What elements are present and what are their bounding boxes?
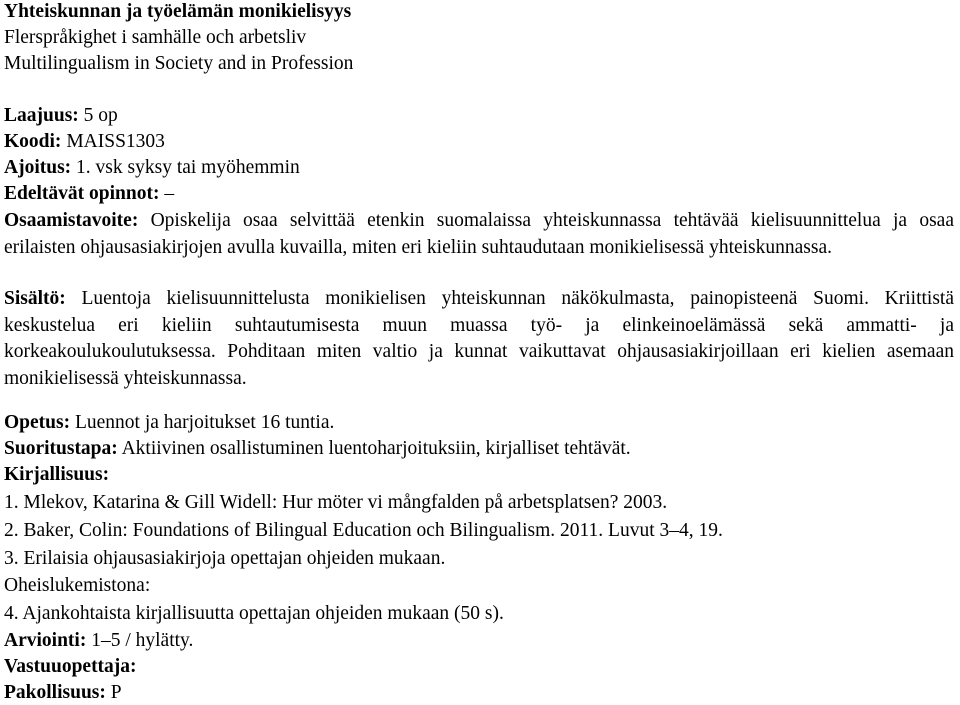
arviointi-row (4, 629, 193, 653)
laajuus-row (4, 104, 118, 128)
opetus-row (4, 411, 334, 435)
osaamistavoite-text: Opiskelija osaa selvittää etenkin suomalaissa yhteiskunnassa tehtävää kielisuunnittelua ja osaa erilaisten ohjausasiakirjojen avulla kuvailla, miten eri kieliin suhtaudutaan monikielisessä yhteiskunnassa. (4, 210, 954, 258)
literature-item-1: 1. Mlekov, Katarina & Gill Widell: Hur möter vi mångfalden på arbetsplatsen? 2003. (4, 492, 668, 513)
arviointi-value: 1–5 / hylätty. (86, 630, 194, 651)
literature-item-3: 3. Erilaisia ohjausasiakirjoja opettajan ohjeiden mukaan. (4, 548, 446, 569)
osaamistavoite-paragraph (4, 208, 954, 261)
osaamistavoite-label: Osaamistavoite: (4, 210, 139, 231)
oheislukemisto-item: 4. Ajankohtaista kirjallisuutta opettajan ohjeiden mukaan (50 s). (4, 603, 504, 624)
ajoitus-value: 1. vsk syksy tai myöhemmin (71, 157, 300, 178)
course-title: Yhteiskunnan ja työelämän monikielisyys (4, 1, 352, 22)
course-title-english: Multilingualism in Society and in Profession (4, 53, 354, 74)
literature-item-2: 2. Baker, Colin: Foundations of Bilingual Education och Bilingualism. 2011. Luvut 3–4, 19. (4, 520, 723, 541)
edeltavat-label: Edeltävät opinnot: (4, 183, 160, 204)
sisalto-text: Luentoja kielisuunnittelusta monikielisen yhteiskunnan näkökulmasta, painopisteenä Suomi. Kriittistä keskustelua eri kieliin suhtautumisesta muun muassa työ- ja elinkeinoelämässä sekä ammatti- ja korkeakoulukoulutuksessa. Pohditaan miten valtio ja kunnat vaikuttavat ohjausasiakirjoillaan eri kielien asemaan monikielisessä yhteiskunnassa. (4, 288, 954, 389)
koodi-label: Koodi: (4, 131, 62, 152)
edeltavat-value: – (159, 183, 175, 204)
koodi-value: MAISS1303 (61, 131, 165, 152)
pakollisuus-value: P (105, 682, 122, 703)
pakollisuus-row (4, 681, 122, 705)
sisalto-paragraph (4, 286, 954, 392)
sisalto-label: Sisältö: (4, 288, 66, 309)
pakollisuus-label: Pakollisuus: (4, 682, 106, 703)
suoritustapa-row (4, 437, 631, 461)
oheislukemisto-label: Oheislukemistona: (4, 575, 151, 596)
suoritustapa-label: Suoritustapa: (4, 438, 118, 459)
koodi-row (4, 130, 165, 154)
laajuus-label: Laajuus: (4, 105, 79, 126)
edeltavat-row (4, 182, 174, 206)
ajoitus-label: Ajoitus: (4, 157, 72, 178)
kirjallisuus-label: Kirjallisuus: (4, 464, 110, 485)
vastuuopettaja-label: Vastuuopettaja: (4, 656, 137, 677)
opetus-value: Luennot ja harjoitukset 16 tuntia. (70, 412, 335, 433)
laajuus-value: 5 op (78, 105, 118, 126)
course-title-swedish: Flerspråkighet i samhälle och arbetsliv (4, 27, 307, 48)
suoritustapa-value: Aktiivinen osallistuminen luentoharjoituksiin, kirjalliset tehtävät. (117, 438, 631, 459)
ajoitus-row (4, 156, 300, 180)
opetus-label: Opetus: (4, 412, 71, 433)
arviointi-label: Arviointi: (4, 630, 87, 651)
